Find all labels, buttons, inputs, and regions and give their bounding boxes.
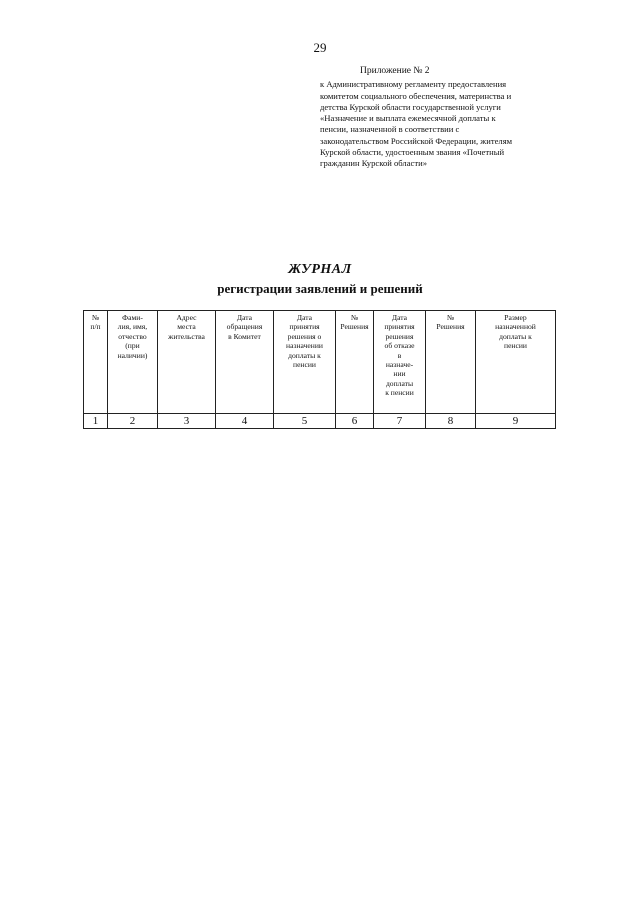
column-number: 3 <box>158 414 216 429</box>
header-cell-grant-decision-date: Дата принятия решения о назначении доплаты к пенсии <box>274 311 336 414</box>
header-cell-application-date: Дата обращения в Комитет <box>216 311 274 414</box>
column-number: 4 <box>216 414 274 429</box>
header-cell-number: № п/п <box>84 311 108 414</box>
header-cell-address: Адрес места жительства <box>158 311 216 414</box>
table-header-row <box>84 311 556 414</box>
annex-title: Приложение № 2 <box>360 66 430 76</box>
header-cell-refusal-decision-number: № Решения <box>426 311 476 414</box>
column-number: 2 <box>108 414 158 429</box>
annex-caption <box>320 66 582 170</box>
column-number: 5 <box>274 414 336 429</box>
column-number: 8 <box>426 414 476 429</box>
column-number: 1 <box>84 414 108 429</box>
column-number: 7 <box>374 414 426 429</box>
column-number: 6 <box>336 414 374 429</box>
journal-title: ЖУРНАЛ <box>288 262 352 277</box>
journal-subtitle: регистрации заявлений и решений <box>217 281 423 296</box>
page-number: 29 <box>313 40 327 55</box>
column-number: 9 <box>476 414 556 429</box>
registration-table <box>83 310 556 429</box>
header-cell-grant-decision-number: № Решения <box>336 311 374 414</box>
header-cell-refusal-decision-date: Дата принятия решения об отказе в назначе- нии доплаты к пенсии <box>374 311 426 414</box>
header-cell-full-name: Фами- лия, имя, отчество (при наличии) <box>108 311 158 414</box>
table-column-numbers-row <box>84 414 556 429</box>
annex-body: к Административному регламенту предоставления комитетом социального обеспечения, материнства и детства Курской области государственной услуги «Назначение и выплата ежемесячной доплаты к пенсии, назначенной в соответствии с законодательством Российской Федерации, жителям Курской области, удостоенным звания «Почетный гражданин Курской области» <box>320 79 513 169</box>
header-cell-supplement-amount: Размер назначенной доплаты к пенсии <box>476 311 556 414</box>
